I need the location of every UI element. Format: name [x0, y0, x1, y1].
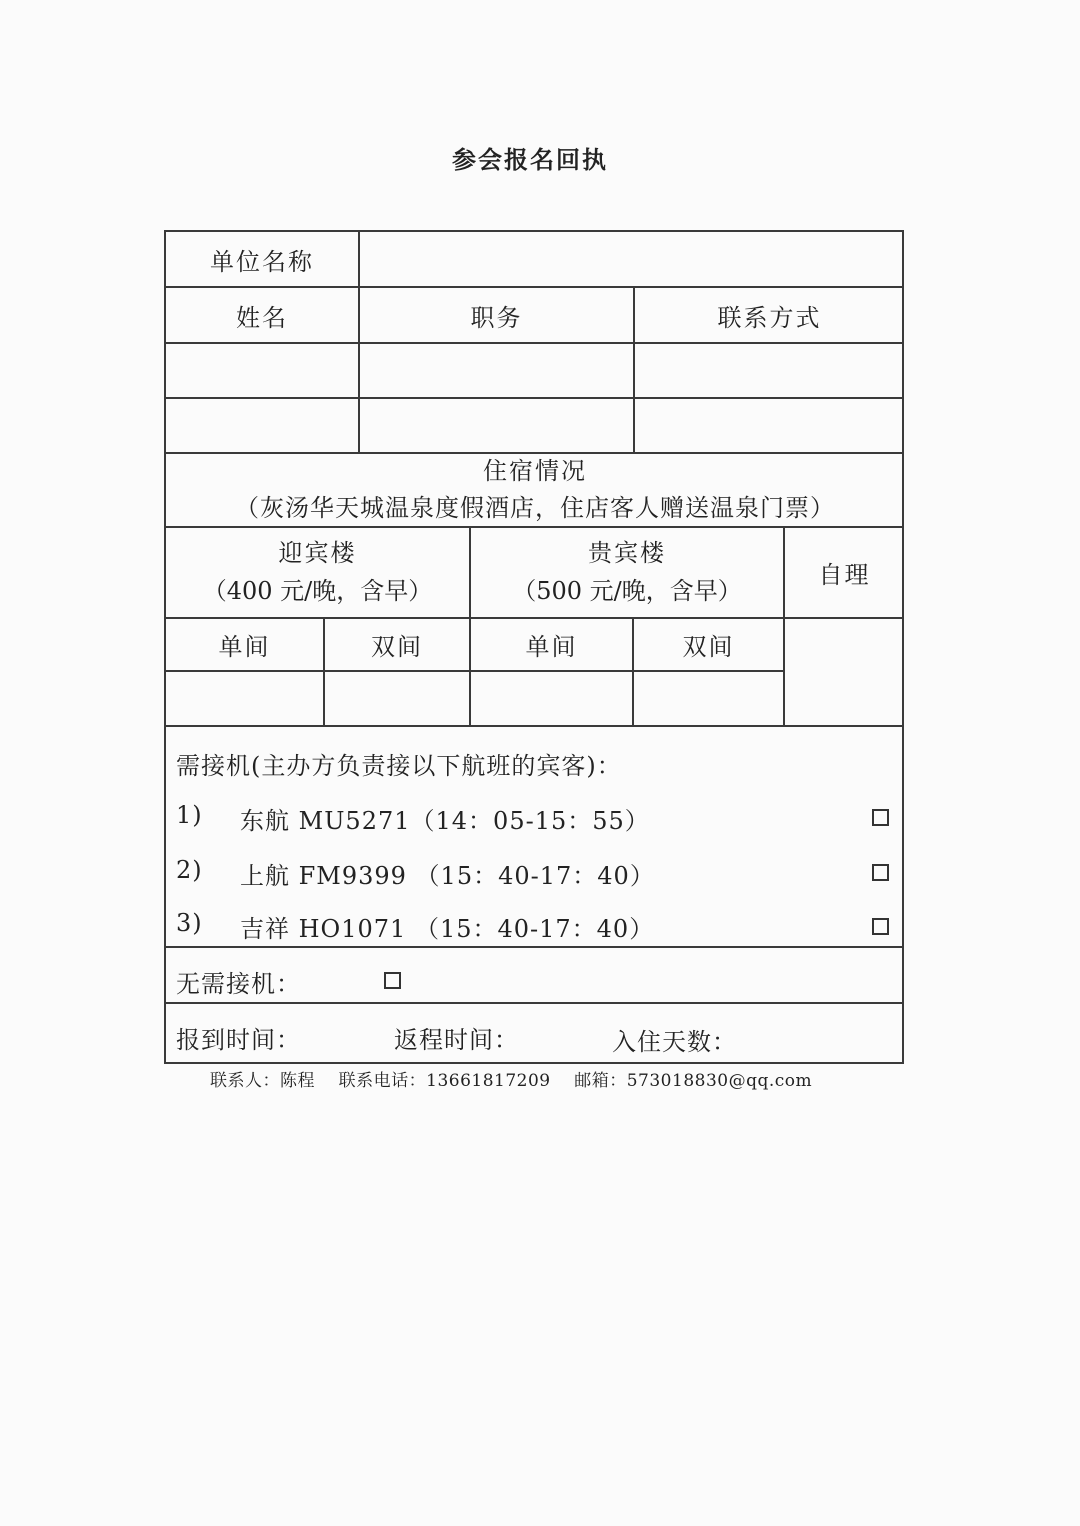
single-room-label: 单间	[218, 633, 271, 661]
double-room-label: 双间	[371, 633, 423, 661]
divider	[166, 946, 904, 948]
accommodation-title: 住宿情况	[483, 456, 587, 485]
attendee-name-field[interactable]	[166, 344, 358, 397]
building-guibin-price: （500 元/晚，含早）	[512, 576, 742, 605]
flight-info: 吉祥 HO1071 （15：40-17：40）	[240, 915, 655, 943]
yingbin-double-field[interactable]	[325, 672, 469, 725]
contact-phone: 联系电话：13661817209	[338, 1071, 551, 1091]
flight-info: 上航 FM9399 （15：40-17：40）	[240, 862, 655, 890]
yingbin-single-field[interactable]	[166, 672, 323, 725]
guibin-single-field[interactable]	[471, 672, 632, 725]
attendee-name-field[interactable]	[166, 399, 358, 452]
attendee-position-field[interactable]	[360, 344, 633, 397]
position-header: 职务	[470, 303, 523, 332]
attendee-contact-field[interactable]	[635, 399, 904, 452]
flight-info: 东航 MU5271（14：05-15：55）	[240, 807, 650, 835]
arrival-time-label: 报到时间：	[176, 1026, 301, 1054]
contact-person: 联系人：陈程	[210, 1071, 315, 1091]
flight-1-checkbox[interactable]	[872, 809, 889, 826]
unit-name-label: 单位名称	[210, 247, 314, 276]
stay-days-label: 入住天数：	[612, 1028, 737, 1056]
attendee-contact-field[interactable]	[635, 344, 904, 397]
divider	[166, 725, 904, 727]
name-header: 姓名	[236, 303, 288, 332]
unit-name-field[interactable]	[360, 232, 904, 286]
form-title: 参会报名回执	[452, 146, 608, 174]
building-yingbin-price: （400 元/晚，含早）	[202, 576, 433, 605]
self-arranged-label: 自理	[818, 561, 871, 589]
flight-2-checkbox[interactable]	[872, 864, 889, 881]
building-yingbin	[166, 528, 469, 617]
flight-3-checkbox[interactable]	[872, 918, 889, 935]
flight-number: 3)	[176, 909, 203, 937]
contact-header: 联系方式	[717, 303, 822, 332]
single-room-label: 单间	[525, 633, 578, 661]
return-time-label: 返程时间：	[394, 1026, 519, 1054]
divider	[166, 1002, 904, 1004]
no-pickup-label: 无需接机：	[176, 970, 301, 998]
building-guibin	[471, 528, 783, 617]
contact-footer	[210, 1066, 812, 1091]
flight-number: 2)	[176, 856, 203, 884]
pickup-heading: 需接机(主办方负责接以下航班的宾客)：	[176, 752, 622, 780]
registration-form	[164, 230, 904, 1064]
attendee-position-field[interactable]	[360, 399, 633, 452]
self-arranged-field[interactable]	[785, 619, 904, 725]
accommodation-header	[166, 454, 904, 526]
contact-email: 邮箱：573018830@qq.com	[574, 1071, 813, 1091]
guibin-double-field[interactable]	[634, 672, 783, 725]
flight-number: 1)	[176, 801, 203, 829]
accommodation-subtitle: （灰汤华天城温泉度假酒店，住店客人赠送温泉门票）	[235, 494, 835, 522]
building-yingbin-name: 迎宾楼	[278, 539, 357, 568]
building-guibin-name: 贵宾楼	[588, 539, 666, 568]
no-pickup-checkbox[interactable]	[384, 972, 401, 989]
double-room-label: 双间	[682, 633, 735, 661]
